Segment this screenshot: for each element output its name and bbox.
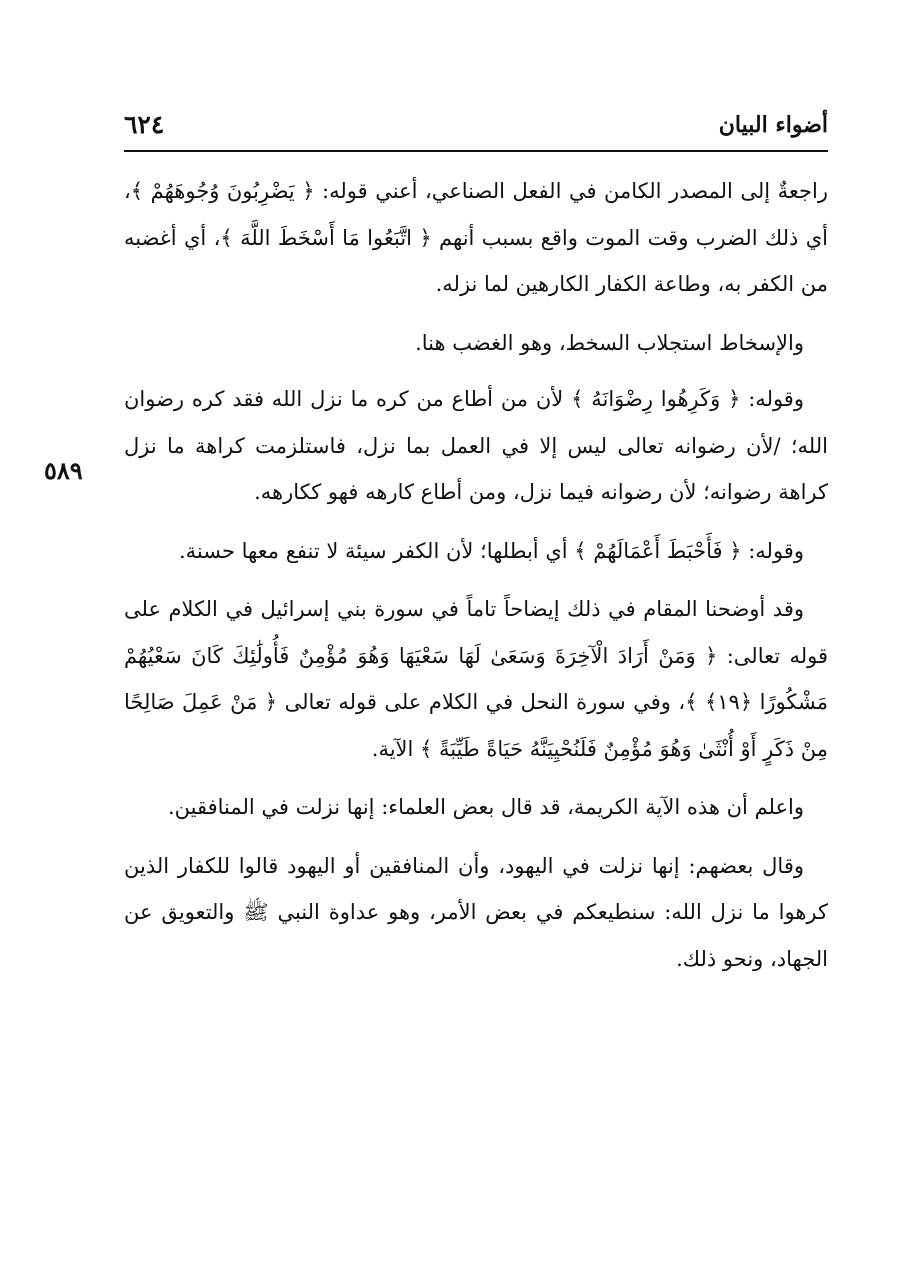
paragraph-6-text: واعلم أن هذه الآية الكريمة، قد قال بعض العلماء: إنها نزلت في المنافقين. [167, 795, 804, 819]
running-header [124, 108, 828, 144]
paragraph-2-text: والإسخاط استجلاب السخط، وهو الغضب هنا. [415, 330, 804, 355]
paragraph-4-text: وقوله: ﴿ فَأَحْبَطَ أَعْمَالَهُمْ ﴾ أي أبطلها؛ لأن الكفر سيئة لا تنفع معها حسنة. [178, 538, 804, 563]
margin-page-reference: ٥٨٩ [44, 456, 83, 485]
paragraph-7-text: وقال بعضهم: إنها نزلت في اليهود، وأن المنافقين أو اليهود قالوا للكفار الذين كرهوا ما نزل الله: سنطيعكم في بعض الأمر، وهو عداوة النبي ﷺ والتعويق عن الجهاد، ونحو ذلك. [124, 853, 828, 971]
paragraph-3 [124, 376, 828, 516]
paragraph-3-text: وقوله: ﴿ وَكَرِهُوا رِضْوَانَهُ ﴾ لأن من أطاع من كره ما نزل الله فقد كره رضوان الله؛ /لأن رضوانه تعالى ليس إلا في العمل بما نزل، فاستلزمت كراهة ما نزل كراهة رضوانه؛ لأن رضوانه فيما نزل، ومن أطاع كارهه فهو ككارهه. [124, 387, 828, 504]
paragraph-1: راجعةٌ إلى المصدر الكامن في الفعل الصناعي، أعني قوله: ﴿ يَضْرِبُونَ وُجُوهَهُمْ ﴾، أي ذلك الضرب وقت الموت واقع بسبب أنهم ﴿ اتَّبَعُوا مَا أَسْخَطَ اللَّهَ ﴾، أي أغضبه من الكفر به، وطاعة الكفار الكارهين لما نزله. [124, 179, 828, 296]
page-number: ٦٢٤ [124, 110, 165, 139]
paragraph-6 [124, 784, 828, 831]
paragraph-5-text: وقد أوضحنا المقام في ذلك إيضاحاً تاماً في سورة بني إسرائيل في الكلام على قوله تعالى: ﴿ وَمَنْ أَرَادَ الْآخِرَةَ وَسَعَىٰ لَهَا سَعْيَهَا وَهُوَ مُؤْمِنٌ فَأُولَٰئِكَ كَانَ سَعْيُهُمْ مَشْكُورًا ﴿١٩﴾ ﴾، وفي سورة النحل في الكلام على قوله تعالى ﴿ مَنْ عَمِلَ صَالِحًا مِنْ ذَكَرٍ أَوْ أُنْثَىٰ وَهُوَ مُؤْمِنٌ فَلَنُحْيِيَنَّهُ حَيَاةً طَيِّبَةً ﴾ الآية. [124, 597, 828, 761]
paragraph-2 [124, 320, 828, 367]
header-rule [124, 150, 828, 152]
page-body [124, 168, 828, 994]
book-title: أضواء البيان [718, 112, 828, 138]
paragraph-7 [124, 843, 828, 983]
paragraph-5 [124, 586, 828, 772]
paragraph-4 [124, 528, 828, 575]
